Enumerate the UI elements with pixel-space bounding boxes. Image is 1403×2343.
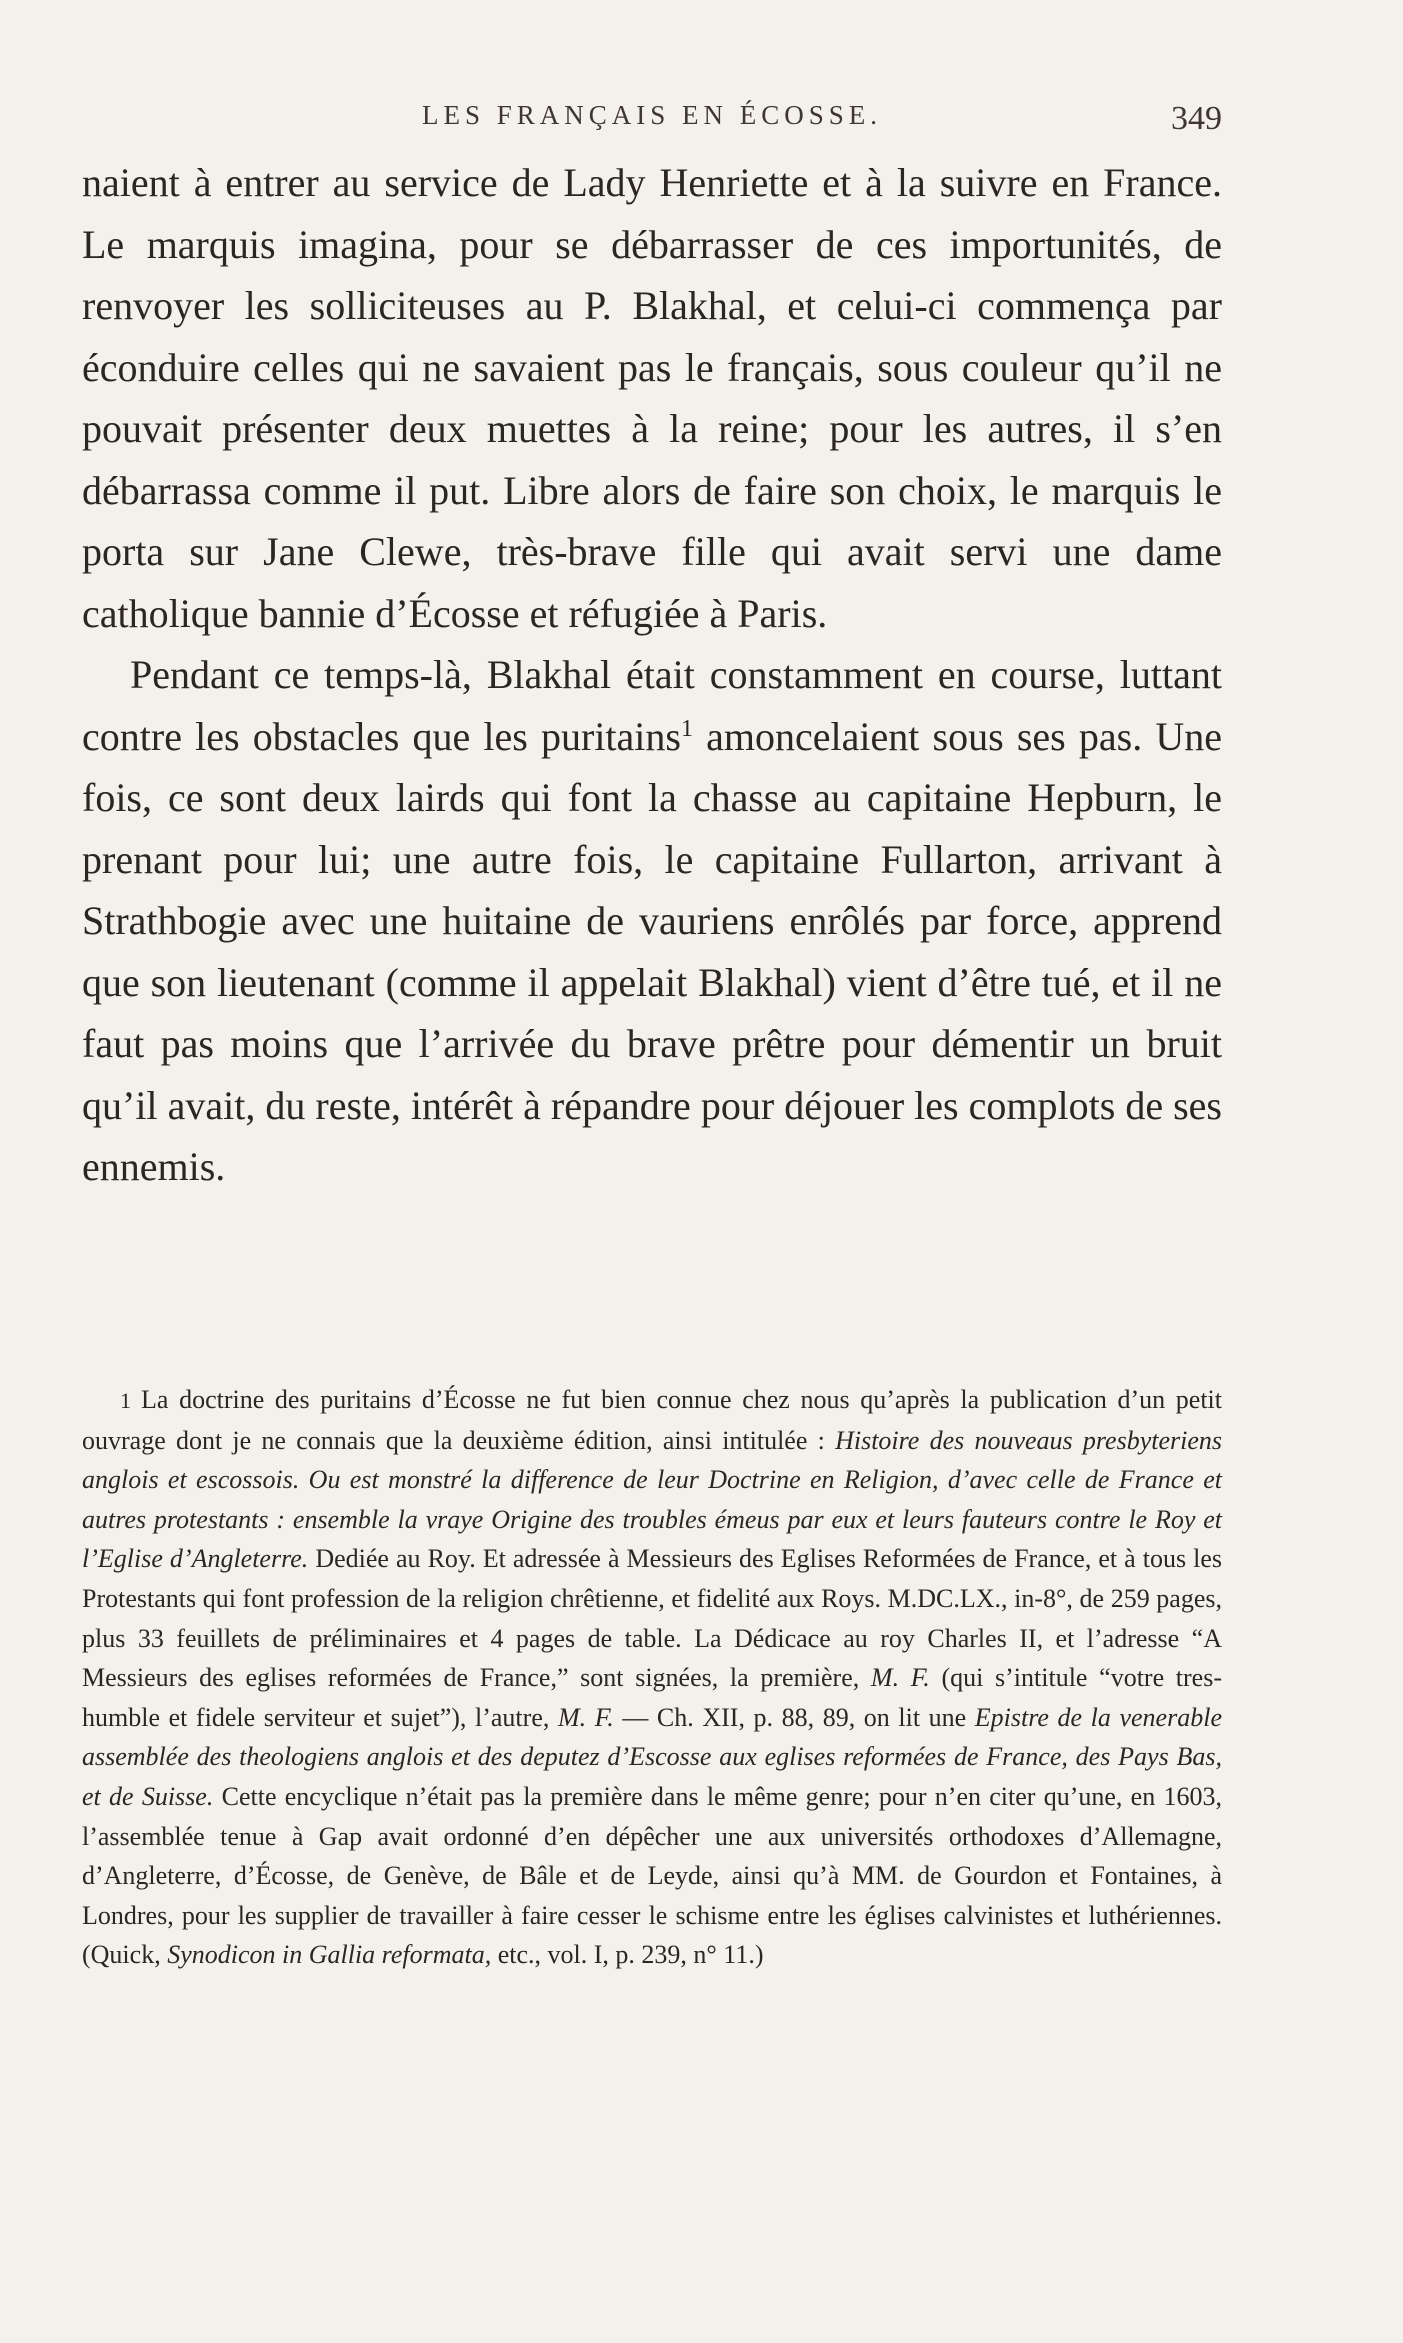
footnote-book-title: Histoire des nouveaus presbyteriens anglois et escossois. Ou est monstré la difference de leur Doctrine en Religion, d’avec celle de France et autres protestants : ensemble la vraye Origine des troubles émeus par eux et leurs fauteurs contre le Roy et l’Eglise d’Angleterre.: [82, 1425, 1223, 1574]
main-text: [82, 152, 1222, 1198]
running-title: LES FRANÇAIS EN ÉCOSSE.: [421, 100, 883, 130]
footnote-text-6: etc., vol. I, p. 239, n° 11.): [491, 1940, 764, 1970]
footnote: [82, 1380, 1222, 1975]
footnote-text-2: Dediée au Roy. Et adressée à Messieurs des Eglises Reformées de France, et à tous les Protestants qui font profession de la religion chrêtienne, et fidelité aux Roys. M.DC.LX., in-8°, de 259 pages, plus 33 feuillets de préliminaires et 4 pages de table. La Dédicace au roy Charles II, et l’adresse “A Messieurs des eglises reformées de France,” sont signées, la première,: [82, 1544, 1223, 1693]
page-number: 349: [1171, 100, 1222, 137]
footnote-text-4: — Ch. XII, p. 88, 89, on lit une: [613, 1702, 975, 1732]
paragraph-2: [82, 644, 1222, 1198]
footnote-text-3: (qui s’intitule “votre tres-humble et fidele serviteur et sujet”), l’autre,: [82, 1663, 1222, 1732]
footnote-signature-1: M. F.: [870, 1663, 930, 1693]
footnote-reference: 1: [680, 715, 693, 742]
running-head: [82, 100, 1222, 140]
footnote-epistle-title: Epistre de la venerable assemblée des theologiens anglois et des deputez d’Escosse aux eglises reformées de France, des Pays Bas, et de Suisse.: [82, 1702, 1222, 1811]
paragraph-1: naient à entrer au service de Lady Henriette et à la suivre en France. Le marquis imagina, pour se débarrasser de ces importunités, de renvoyer les solliciteuses au P. Blakhal, et celui-ci commença par éconduire celles qui ne savaient pas le français, sous couleur qu’il ne pouvait présenter deux muettes à la reine; pour les autres, il s’en débarrassa comme il put. Libre alors de faire son choix, le marquis le porta sur Jane Clewe, très-brave fille qui avait servi une dame catholique bannie d’Écosse et réfugiée à Paris.: [82, 160, 1222, 636]
footnote-text-5: Cette encyclique n’était pas la première dans le même genre; pour n’en citer qu’une, en 1603, l’assemblée tenue à Gap avait ordonné d’en dépêcher une aux universités orthodoxes d’Allemagne, d’Angleterre, d’Écosse, de Genève, de Bâle et de Leyde, ainsi qu’à MM. de Gourdon et Fontaines, à Londres, pour les supplier de travailler à faire cesser le schisme entre les églises calvinistes et luthériennes. (Quick,: [82, 1781, 1222, 1970]
paragraph-2-part-2: amoncelaient sous ses pas. Une fois, ce sont deux lairds qui font la chasse au capitaine Hepburn, le prenant pour lui; une autre fois, le capitaine Fullarton, arrivant à Strathbogie avec une huitaine de vauriens enrôlés par force, apprend que son lieutenant (comme il appelait Blakhal) vient d’être tué, et il ne faut pas moins que l’arrivée du brave prêtre pour démentir un bruit qu’il avait, du reste, intérêt à répandre pour déjouer les complots de ses ennemis.: [82, 713, 1223, 1189]
footnote-synodicon-title: Synodicon in Gallia reformata,: [167, 1940, 492, 1970]
footnote-text-1: La doctrine des puritains d’Écosse ne fut bien connue chez nous qu’après la publication d’un petit ouvrage dont je ne connais que la deuxième édition, ainsi intitulée :: [82, 1385, 1222, 1455]
footnote-mark: 1: [120, 1388, 131, 1413]
footnote-signature-2: M. F.: [557, 1702, 614, 1732]
paragraph-2-part-1: Pendant ce temps-là, Blakhal était constamment en course, luttant contre les obstacles que les puritains: [82, 652, 1222, 759]
